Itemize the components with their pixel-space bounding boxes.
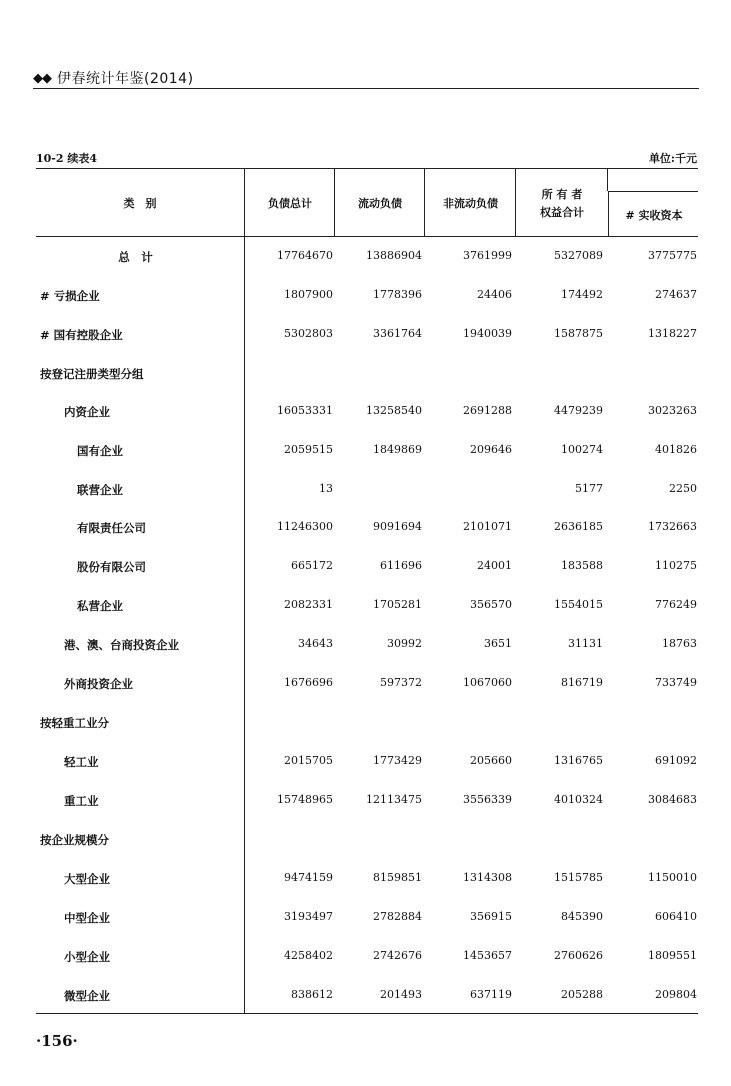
row-label: 联营企业 <box>77 483 123 497</box>
diamond-ornament-icon: ◆◆ <box>33 70 51 86</box>
cell-paid-in-capital: 1318227 <box>648 327 697 340</box>
row-label: # 国有控股企业 <box>40 328 123 342</box>
cell-owners-equity: 1515785 <box>554 871 603 884</box>
cell-current-liabilities: 1705281 <box>373 598 422 611</box>
cell-owners-equity: 1587875 <box>554 327 603 340</box>
cell-owners-equity: 5177 <box>575 482 603 495</box>
cell-paid-in-capital: 733749 <box>655 676 697 689</box>
cell-owners-equity: 174492 <box>561 288 603 301</box>
cell-paid-in-capital: 3084683 <box>648 793 697 806</box>
row-label: 内资企业 <box>64 405 110 419</box>
cell-owners-equity: 4479239 <box>554 404 603 417</box>
cell-paid-in-capital: 776249 <box>655 598 697 611</box>
cell-total-liabilities: 2082331 <box>284 598 333 611</box>
cell-noncurrent-liabilities: 1940039 <box>463 327 512 340</box>
cell-current-liabilities: 1778396 <box>373 288 422 301</box>
table-row <box>0 443 731 463</box>
cell-owners-equity: 100274 <box>561 443 603 456</box>
cell-paid-in-capital: 691092 <box>655 754 697 767</box>
section-label: 按轻重工业分 <box>40 716 109 730</box>
table-row <box>0 559 731 579</box>
cell-paid-in-capital: 2250 <box>669 482 697 495</box>
table-row <box>0 793 731 813</box>
cell-owners-equity: 1554015 <box>554 598 603 611</box>
cell-total-liabilities: 9474159 <box>284 871 333 884</box>
cell-paid-in-capital: 209804 <box>655 988 697 1001</box>
cell-noncurrent-liabilities: 1453657 <box>463 949 512 962</box>
table-unit: 单位:千元 <box>648 152 697 165</box>
section-label: 按登记注册类型分组 <box>40 367 144 381</box>
cell-noncurrent-liabilities: 1314308 <box>463 871 512 884</box>
cell-current-liabilities: 13258540 <box>366 404 422 417</box>
cell-paid-in-capital: 1732663 <box>648 520 697 533</box>
cell-noncurrent-liabilities: 209646 <box>470 443 512 456</box>
row-label: # 亏损企业 <box>40 289 100 303</box>
row-label: 总 计 <box>118 250 153 264</box>
col-header-owners-equity-line2: 权益合计 <box>540 206 584 219</box>
cell-total-liabilities: 17764670 <box>277 249 333 262</box>
table-row <box>0 327 731 347</box>
cell-noncurrent-liabilities: 3651 <box>484 637 512 650</box>
row-label: 轻工业 <box>64 755 99 769</box>
running-header <box>33 68 194 88</box>
cell-owners-equity: 1316765 <box>554 754 603 767</box>
table-row <box>0 598 731 618</box>
row-label: 港、澳、台商投资企业 <box>64 638 179 652</box>
cell-owners-equity: 845390 <box>561 910 603 923</box>
row-label: 重工业 <box>64 794 99 808</box>
table-row <box>0 910 731 930</box>
row-label: 外商投资企业 <box>64 677 133 691</box>
cell-noncurrent-liabilities: 3556339 <box>463 793 512 806</box>
row-label: 有限责任公司 <box>77 521 146 535</box>
cell-total-liabilities: 11246300 <box>277 520 333 533</box>
cell-current-liabilities: 13886904 <box>366 249 422 262</box>
cell-paid-in-capital: 3775775 <box>648 249 697 262</box>
col-header-paid-in-capital: # 实收资本 <box>625 209 683 222</box>
cell-total-liabilities: 4258402 <box>284 949 333 962</box>
book-title: 伊春统计年鉴(2014) <box>57 71 194 87</box>
cell-total-liabilities: 665172 <box>291 559 333 572</box>
cell-noncurrent-liabilities: 356570 <box>470 598 512 611</box>
cell-total-liabilities: 838612 <box>291 988 333 1001</box>
cell-noncurrent-liabilities: 205660 <box>470 754 512 767</box>
row-label: 微型企业 <box>64 989 110 1003</box>
cell-current-liabilities: 1773429 <box>373 754 422 767</box>
col-header-current-liabilities: 流动负债 <box>358 197 402 210</box>
cell-current-liabilities: 12113475 <box>366 793 422 806</box>
cell-total-liabilities: 15748965 <box>277 793 333 806</box>
table-row <box>0 520 731 540</box>
row-label: 股份有限公司 <box>77 560 146 574</box>
table-row <box>0 754 731 774</box>
table-bottom-rule <box>36 1013 698 1014</box>
header-divider <box>607 168 608 191</box>
col-header-total-liabilities: 负债总计 <box>268 197 312 210</box>
cell-current-liabilities: 8159851 <box>373 871 422 884</box>
cell-current-liabilities: 201493 <box>380 988 422 1001</box>
table-header-rule <box>36 236 698 237</box>
cell-current-liabilities: 3361764 <box>373 327 422 340</box>
table-section-row <box>0 715 731 735</box>
table-row <box>0 676 731 696</box>
cell-total-liabilities: 1676696 <box>284 676 333 689</box>
col-header-noncurrent-liabilities: 非流动负债 <box>443 197 498 210</box>
cell-owners-equity: 183588 <box>561 559 603 572</box>
cell-noncurrent-liabilities: 2101071 <box>463 520 512 533</box>
table-row <box>0 637 731 657</box>
cell-total-liabilities: 3193497 <box>284 910 333 923</box>
cell-current-liabilities: 30992 <box>387 637 422 650</box>
cell-current-liabilities: 2742676 <box>373 949 422 962</box>
cell-paid-in-capital: 18763 <box>662 637 697 650</box>
row-label: 中型企业 <box>64 911 110 925</box>
cell-noncurrent-liabilities: 1067060 <box>463 676 512 689</box>
header-rule <box>33 88 699 89</box>
cell-owners-equity: 5327089 <box>554 249 603 262</box>
cell-total-liabilities: 5302803 <box>284 327 333 340</box>
cell-paid-in-capital: 1150010 <box>648 871 697 884</box>
row-label: 国有企业 <box>77 444 123 458</box>
cell-total-liabilities: 13 <box>319 482 333 495</box>
cell-noncurrent-liabilities: 3761999 <box>463 249 512 262</box>
table-row <box>0 949 731 969</box>
row-label: 私营企业 <box>77 599 123 613</box>
cell-paid-in-capital: 401826 <box>655 443 697 456</box>
cell-current-liabilities: 1849869 <box>373 443 422 456</box>
cell-paid-in-capital: 3023263 <box>648 404 697 417</box>
table-id: 10-2 续表4 <box>36 152 98 165</box>
table-top-rule <box>36 168 698 169</box>
cell-noncurrent-liabilities: 637119 <box>470 988 512 1001</box>
table-row <box>0 288 731 308</box>
cell-paid-in-capital: 110275 <box>655 559 697 572</box>
cell-total-liabilities: 1807900 <box>284 288 333 301</box>
cell-total-liabilities: 34643 <box>298 637 333 650</box>
table-row <box>0 249 731 269</box>
cell-current-liabilities: 611696 <box>380 559 422 572</box>
table-section-row <box>0 832 731 852</box>
cell-paid-in-capital: 274637 <box>655 288 697 301</box>
cell-noncurrent-liabilities: 356915 <box>470 910 512 923</box>
cell-paid-in-capital: 606410 <box>655 910 697 923</box>
cell-owners-equity: 816719 <box>561 676 603 689</box>
row-label: 大型企业 <box>64 872 110 886</box>
table-row <box>0 404 731 424</box>
cell-total-liabilities: 2059515 <box>284 443 333 456</box>
table-row <box>0 871 731 891</box>
cell-noncurrent-liabilities: 2691288 <box>463 404 512 417</box>
cell-owners-equity: 2760626 <box>554 949 603 962</box>
cell-noncurrent-liabilities: 24001 <box>477 559 512 572</box>
cell-owners-equity: 2636185 <box>554 520 603 533</box>
header-divider <box>334 168 335 236</box>
header-divider <box>515 168 516 236</box>
table-section-row <box>0 366 731 386</box>
table-row <box>0 988 731 1008</box>
cell-owners-equity: 4010324 <box>554 793 603 806</box>
cell-paid-in-capital: 1809551 <box>648 949 697 962</box>
table-row <box>0 482 731 502</box>
cell-current-liabilities: 9091694 <box>373 520 422 533</box>
cell-owners-equity: 205288 <box>561 988 603 1001</box>
page-number: ·156· <box>36 1032 78 1050</box>
cell-owners-equity: 31131 <box>568 637 603 650</box>
row-label: 小型企业 <box>64 950 110 964</box>
cell-noncurrent-liabilities: 24406 <box>477 288 512 301</box>
header-divider <box>424 168 425 236</box>
col-header-owners-equity-line1: 所 有 者 <box>541 188 583 201</box>
cell-total-liabilities: 2015705 <box>284 754 333 767</box>
section-label: 按企业规模分 <box>40 833 109 847</box>
cell-total-liabilities: 16053331 <box>277 404 333 417</box>
cell-current-liabilities: 2782884 <box>373 910 422 923</box>
cell-current-liabilities: 597372 <box>380 676 422 689</box>
col-header-category: 类 别 <box>123 197 157 210</box>
